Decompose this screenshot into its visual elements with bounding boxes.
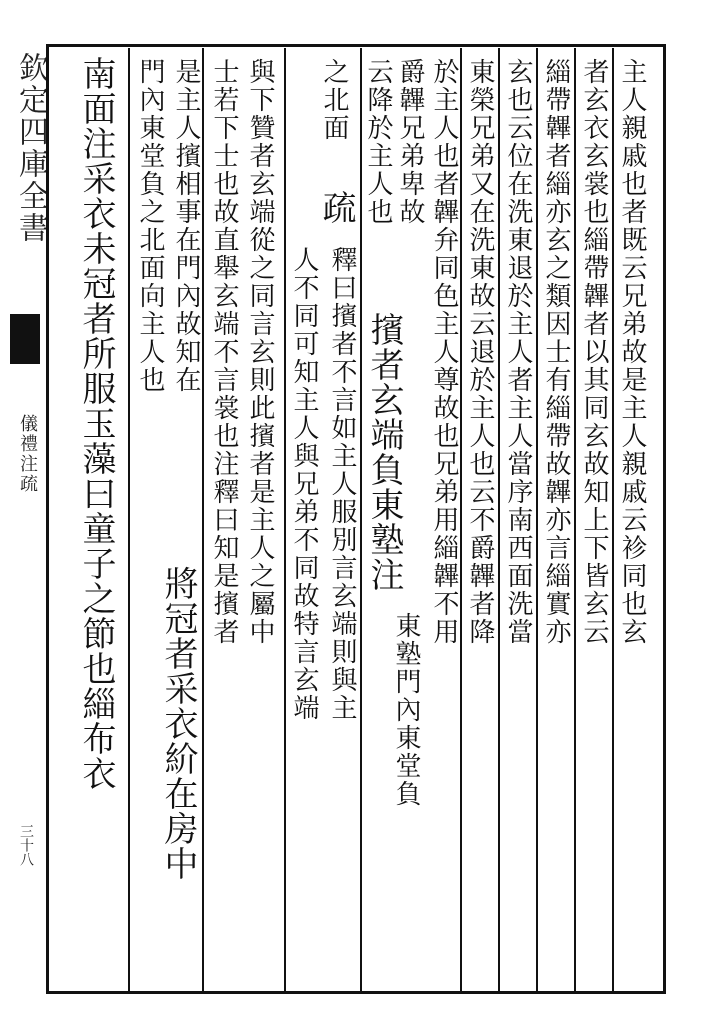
text-column-11: 與下贊者玄端從之同言玄則此擯者是主人之屬中 bbox=[245, 58, 275, 646]
collection-title: 欽定四庫全書 bbox=[13, 52, 48, 244]
column-rule bbox=[612, 48, 614, 991]
text-column-6: 於主人也者韠弁同色主人尊故也兄弟用緇韠不用 bbox=[429, 58, 459, 646]
text-column-10: 人不同可知主人與兄弟不同故特言玄端 bbox=[289, 246, 319, 722]
book-title: 儀禮注疏 bbox=[17, 414, 38, 494]
text-column-9-end: 釋曰擯者不言如主人服別言玄端則與主 bbox=[327, 246, 357, 722]
classic-text-column-8: 擯者玄端負東塾注 bbox=[364, 312, 404, 592]
text-column-15: 南面注采衣未冠者所服玉藻曰童子之節也緇布衣 bbox=[76, 56, 116, 791]
text-column-3: 緇帶韠者緇亦玄之類因士有緇帶故韠亦言緇實亦 bbox=[541, 58, 571, 646]
margin-strip bbox=[6, 44, 46, 994]
classic-text-column-13: 將冠者采衣紒在房中 bbox=[158, 566, 198, 881]
text-column-9-start: 之北面 bbox=[319, 58, 349, 142]
column-rule bbox=[360, 48, 362, 991]
column-rule bbox=[128, 48, 130, 991]
commentary-marker: 疏 bbox=[316, 190, 356, 225]
column-rule bbox=[498, 48, 500, 991]
text-column-13-start: 是主人擯相事在門內故知在 bbox=[171, 58, 201, 394]
text-column-5: 東榮兄弟又在洗東故云退於主人也云不爵韠者降 bbox=[465, 58, 495, 646]
column-rule bbox=[202, 48, 204, 991]
text-column-1: 主人親戚也者既云兄弟故是主人親戚云袗同也玄 bbox=[617, 58, 647, 646]
text-column-2: 者玄衣玄裳也緇帶韠者以其同玄故知上下皆玄云 bbox=[579, 58, 609, 646]
fishtail-mark bbox=[10, 314, 40, 364]
column-rule bbox=[460, 48, 462, 991]
text-column-14: 門內東堂負之北面向主人也 bbox=[135, 58, 165, 394]
column-rule bbox=[536, 48, 538, 991]
text-column-7: 爵韠兄弟卑故 bbox=[395, 58, 425, 226]
text-column-12: 士若下士也故直舉玄端不言裳也注釋曰知是擯者 bbox=[209, 58, 239, 646]
text-column-4: 玄也云位在洗東退於主人者主人當序南西面洗當 bbox=[503, 58, 533, 646]
page-number: 三十八 bbox=[18, 824, 34, 866]
text-column-8-end: 東塾門內東堂負 bbox=[391, 612, 421, 808]
text-column-8-start: 云降於主人也 bbox=[363, 58, 393, 226]
column-rule bbox=[574, 48, 576, 991]
column-rule bbox=[284, 48, 286, 991]
